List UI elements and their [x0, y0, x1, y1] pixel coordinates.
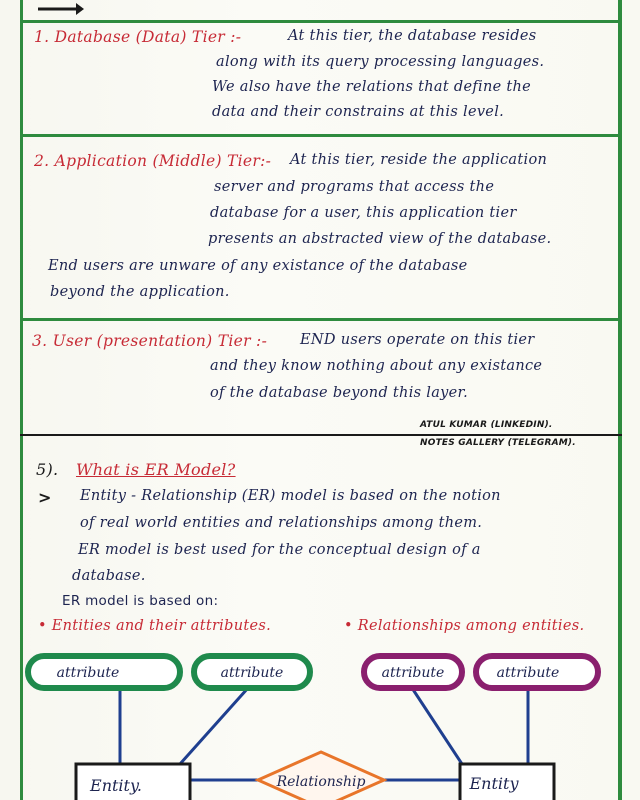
tier-1-line-3: We also have the relations that define the [212, 79, 532, 95]
tier-1-line-4: data and their constrains at this level. [212, 104, 505, 120]
tier-1-line-2: along with its query processing languages. [216, 54, 545, 70]
section-title: What is ER Model? [76, 460, 236, 479]
entity-node-1 [76, 764, 190, 800]
relationship-label: Relationship [276, 774, 366, 790]
tier-3-line-2: and they know nothing about any existance [210, 358, 543, 374]
point-relationships: • Relationships among entities. [344, 618, 585, 634]
tier-3-line-3: of the database beyond this layer. [210, 385, 469, 401]
attribute-node-1 [28, 656, 180, 688]
signature-linkedin: ATUL KUMAR (LINKEDIN). [420, 420, 553, 430]
tier-2-line-6: beyond the application. [50, 284, 230, 300]
tier-2-line-2: server and programs that access the [214, 179, 495, 195]
entity-node-2 [460, 764, 554, 800]
tier-2-line-3: database for a user, this application tier [210, 205, 517, 221]
section-divider [20, 434, 622, 436]
tier-2-line-4: presents an abstracted view of the database. [208, 231, 552, 247]
entity-label-2: Entity [469, 774, 519, 793]
bullet-marker: > [38, 488, 52, 507]
tier-3-line-1: END users operate on this tier [300, 332, 535, 348]
attribute-label-3: attribute [381, 665, 445, 681]
tier-1-title: 1. Database (Data) Tier :- [34, 28, 242, 46]
top-divider [20, 20, 622, 23]
er-diagram [0, 640, 640, 800]
signature-telegram: NOTES GALLERY (TELEGRAM). [420, 438, 576, 448]
tier-2-line-5: End users are unware of any existance of the database [48, 258, 468, 274]
tier-2-title: 2. Application (Middle) Tier:- [34, 152, 272, 170]
tier-divider-2 [20, 318, 622, 321]
attribute-node-4 [476, 656, 598, 688]
tier-2-line-1: At this tier, reside the application [290, 152, 548, 168]
based-on-label: ER model is based on: [62, 593, 219, 609]
attribute-label-4: attribute [496, 665, 560, 681]
tier-divider-1 [20, 134, 622, 137]
attribute-label-1: attribute [56, 665, 120, 681]
arrow-right-icon [36, 0, 86, 20]
relationship-node [258, 752, 384, 800]
attribute-node-2 [194, 656, 310, 688]
er-paragraph-line-2: of real world entities and relationships among them. [80, 515, 483, 531]
er-paragraph-line-1: Entity - Relationship (ER) model is based on the notion [80, 488, 501, 504]
point-entities: • Entities and their attributes. [38, 618, 271, 634]
entity-label-1: Entity. [90, 776, 142, 795]
attribute-node-3 [364, 656, 462, 688]
er-paragraph-line-3: ER model is best used for the conceptual design of a [78, 542, 481, 558]
er-paragraph-line-4: database. [72, 568, 146, 584]
attribute-label-2: attribute [220, 665, 284, 681]
tier-1-line-1: At this tier, the database resides [288, 28, 537, 44]
section-number: 5). [36, 460, 59, 479]
tier-3-title: 3. User (presentation) Tier :- [32, 332, 268, 350]
